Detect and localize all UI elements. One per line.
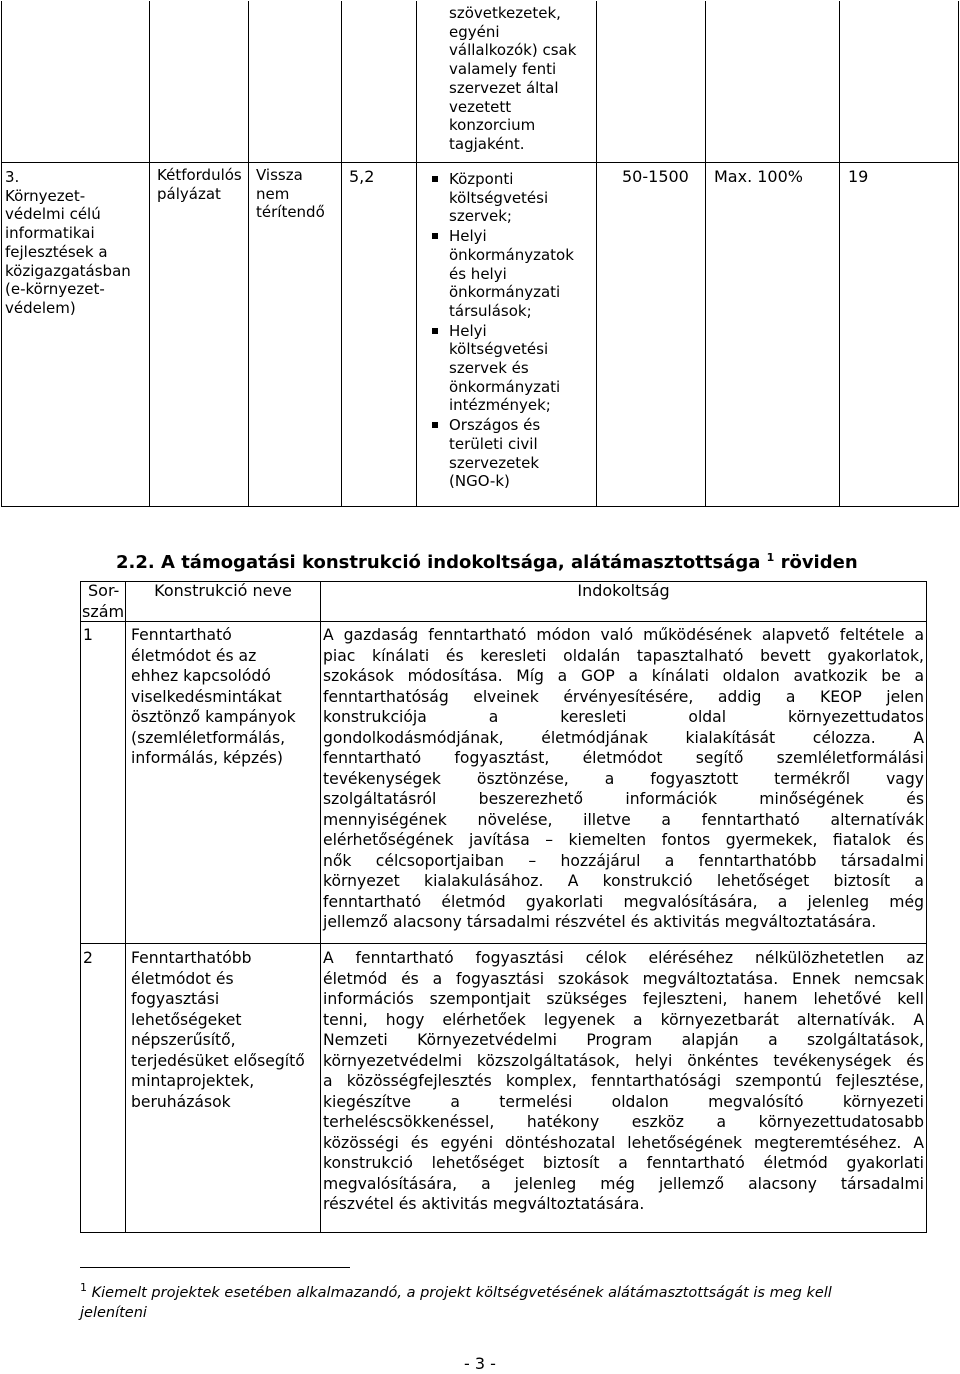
cell-line: szervezetek xyxy=(449,453,540,472)
text-line: konstrukciója a keresleti oldal környezettudatos xyxy=(323,708,924,726)
row-number: 1 xyxy=(83,626,93,644)
text-line: fenntartható fogyasztást, életmódot segítő szemléletformálási xyxy=(323,749,924,767)
name-line: Fenntarthatóbb xyxy=(131,949,252,967)
count-cell: 19 xyxy=(848,167,869,186)
header-row-number xyxy=(82,581,127,622)
cell-line: közigazgatásban xyxy=(5,261,131,280)
name-line: mintaprojektek, xyxy=(131,1072,255,1090)
text-line: részvétel és aktivitás megváltoztatására. xyxy=(323,1195,645,1213)
text-line: környezet kialakulásához. A konstrukció lehetőséget biztosít a xyxy=(323,872,924,890)
heading-text: 2.2. A támogatási konstrukció indokoltsága, alátámasztottsága xyxy=(116,552,761,573)
footnote xyxy=(80,1278,880,1323)
cell-line: (e-környezet- xyxy=(5,280,105,299)
construction-name xyxy=(131,625,319,769)
text-line: gondolkodásmódjának, életmódjának kialakítását célozza. A xyxy=(323,728,924,747)
page-number: - 3 - xyxy=(464,1354,496,1373)
justification-text xyxy=(323,948,924,1215)
amount-cell: 5,2 xyxy=(349,167,375,186)
cell-line: Országos és xyxy=(449,416,541,435)
text-line: jellemző alacsony társadalmi részvétel és aktivitás megváltoztatására. xyxy=(323,913,877,931)
header-justification: Indokoltság xyxy=(577,581,670,600)
beneficiary-item xyxy=(429,322,594,416)
cell-line: (NGO-k) xyxy=(449,472,510,491)
name-line: ösztönző kampányok xyxy=(131,708,296,726)
cell-line: önkormányzati xyxy=(449,283,561,302)
header-line: szám xyxy=(82,601,125,621)
text-line: A fenntartható fogyasztási célok eléréséhez nélkülözhetetlen az xyxy=(323,949,924,967)
text-line: szolgáltatásról beszerezhető információk minőségének és xyxy=(323,790,924,808)
section-heading xyxy=(116,552,858,573)
text-line: közösségi és egyéni döntéshozatal lehetőségének megteremtéséhez. A xyxy=(323,1133,924,1152)
name-line: lehetőségeket xyxy=(131,1010,242,1029)
text-line: elérhetőségének javítása – kiemelten fontos gyermekek, fiatalok és xyxy=(323,831,924,849)
cell-line: védelem) xyxy=(5,298,76,317)
row-number: 2 xyxy=(83,949,93,967)
text-line: információs szempontjait szükséges fejleszteni, hanem lehetővé kell xyxy=(323,990,924,1008)
cell-line: Központi xyxy=(449,170,514,188)
justification-text xyxy=(323,625,924,933)
cell-line: önkormányzatok xyxy=(449,245,574,264)
name-line: ehhez kapcsolódó xyxy=(131,667,271,685)
cell-line: Helyi xyxy=(449,227,487,246)
cell-line: szervek; xyxy=(449,207,512,226)
cell-line: Vissza xyxy=(256,166,303,184)
cell-line: társulások; xyxy=(449,301,532,320)
text-line: életmód és a fogyasztási szokások megváltoztatása. Ennek nemcsak xyxy=(323,969,924,988)
name-line: életmódot és az xyxy=(131,646,257,665)
cell-line: térítendő xyxy=(256,203,325,222)
name-line: beruházások xyxy=(131,1092,231,1111)
text-line: fenntarthatóság elveinek érvényesítésére, addig a KEOP jelen xyxy=(323,687,924,706)
cell-line: valamely fenti xyxy=(449,60,557,79)
footnote-number: 1 xyxy=(80,1281,87,1294)
text-line: konstrukció lehetőséget biztosít a fenntartható életmód gyakorlati xyxy=(323,1154,924,1172)
header-line: Sor- xyxy=(88,581,120,600)
cell-line: Helyi xyxy=(449,321,487,340)
cell-line: 3. xyxy=(5,168,20,186)
cell-line: védelmi célú xyxy=(5,205,101,224)
text-line: mennyiségének növelése, illetve a fenntartható alternatívák xyxy=(323,810,924,829)
text-line: piac kínálati és keresleti oldalán tapasztalható bevett gyakorlatok, xyxy=(323,646,924,665)
cell-line: Kétfordulós xyxy=(157,166,242,184)
name-line: viselkedésmintákat xyxy=(131,687,282,706)
cell-line: önkormányzati xyxy=(449,377,561,396)
cell-line: szervek és xyxy=(449,359,529,378)
cell-line: informatikai xyxy=(5,224,95,243)
procedure-cell xyxy=(157,166,247,203)
cell-line: költségvetési xyxy=(449,340,549,359)
footnote-text: Kiemelt projektek esetében alkalmazandó, a projekt költségvetésének alátámasztottságát is meg kell jeleníteni xyxy=(80,1284,832,1321)
name-line: népszerűsítő, xyxy=(131,1031,236,1049)
name-line: életmódot és xyxy=(131,969,234,988)
cell-line: intézmények; xyxy=(449,396,551,415)
text-line: a közösségfejlesztés komplex, fenntarthatósági szempontú fejlesztése, xyxy=(323,1072,924,1090)
beneficiary-item xyxy=(429,227,594,321)
cell-line: vezetett xyxy=(449,97,512,116)
header-construction-name: Konstrukció neve xyxy=(154,581,292,600)
text-line: szokások módosítása. Míg a GOP a kínálati oldalon avatkozik be a xyxy=(323,667,924,685)
text-line: tenni, hogy elérhetőek legyenek a környezetbarát alternatívák. A xyxy=(323,1010,924,1029)
name-line: (szemléletformálás, xyxy=(131,728,286,747)
text-line: kiegészítve a termelési oldalon megvalósító környezeti xyxy=(323,1092,924,1111)
range-cell: 50-1500 xyxy=(622,167,689,186)
cell-line: Környezet- xyxy=(5,186,86,205)
continued-beneficiary-cell xyxy=(449,4,594,154)
text-line: A gazdaság fenntartható módon való működésének alapvető feltétele a xyxy=(323,626,924,644)
cell-line: területi civil xyxy=(449,434,538,453)
name-line: informálás, képzés) xyxy=(131,749,284,767)
cell-line: nem xyxy=(256,184,290,203)
text-line: nők célcsoportjaiban – hozzájárul a fenntarthatóbb társadalmi xyxy=(323,851,924,870)
construction-name-cell xyxy=(5,168,147,318)
cell-line: szervezet által xyxy=(449,78,559,97)
beneficiary-item xyxy=(429,416,594,491)
text-line: megvalósítására, a jelenleg még jellemző alacsony társadalmi xyxy=(323,1174,924,1193)
text-line: Nemzeti Környezetvédelmi Program alapján a szolgáltatások, xyxy=(323,1031,924,1049)
construction-name xyxy=(131,948,319,1112)
text-line: tevékenységek ösztönzése, a fogyasztott termékről vagy xyxy=(323,769,924,788)
name-line: Fenntartható xyxy=(131,626,232,644)
name-line: fogyasztási xyxy=(131,990,220,1008)
cell-line: pályázat xyxy=(157,184,221,203)
text-line: fenntartható életmód gyakorlati megvalósítására, a jelenleg még xyxy=(323,892,924,911)
beneficiary-item xyxy=(429,170,594,226)
cell-line: konzorcium xyxy=(449,116,536,135)
cell-line: tagjaként. xyxy=(449,134,525,153)
footnote-mark: 1 xyxy=(766,551,775,564)
cell-line: költségvetési xyxy=(449,188,549,207)
beneficiaries-cell xyxy=(429,170,594,491)
heading-tail: röviden xyxy=(780,552,858,573)
max-cell: Max. 100% xyxy=(714,167,803,186)
footnote-separator xyxy=(80,1267,350,1268)
cell-line: és helyi xyxy=(449,264,507,283)
cell-line: vállalkozók) csak xyxy=(449,41,577,60)
cell-line: fejlesztések a xyxy=(5,242,108,261)
text-line: terheléscsökkenéssel, hatékony eszköz a környezettudatosabb xyxy=(323,1113,924,1131)
cell-line: egyéni xyxy=(449,22,500,41)
support-type-cell xyxy=(256,166,341,222)
cell-line: szövetkezetek, xyxy=(449,4,561,22)
text-line: környezetvédelmi közszolgáltatások, helyi önkéntes tevékenységek és xyxy=(323,1051,924,1070)
name-line: terjedésüket elősegítő xyxy=(131,1051,305,1070)
